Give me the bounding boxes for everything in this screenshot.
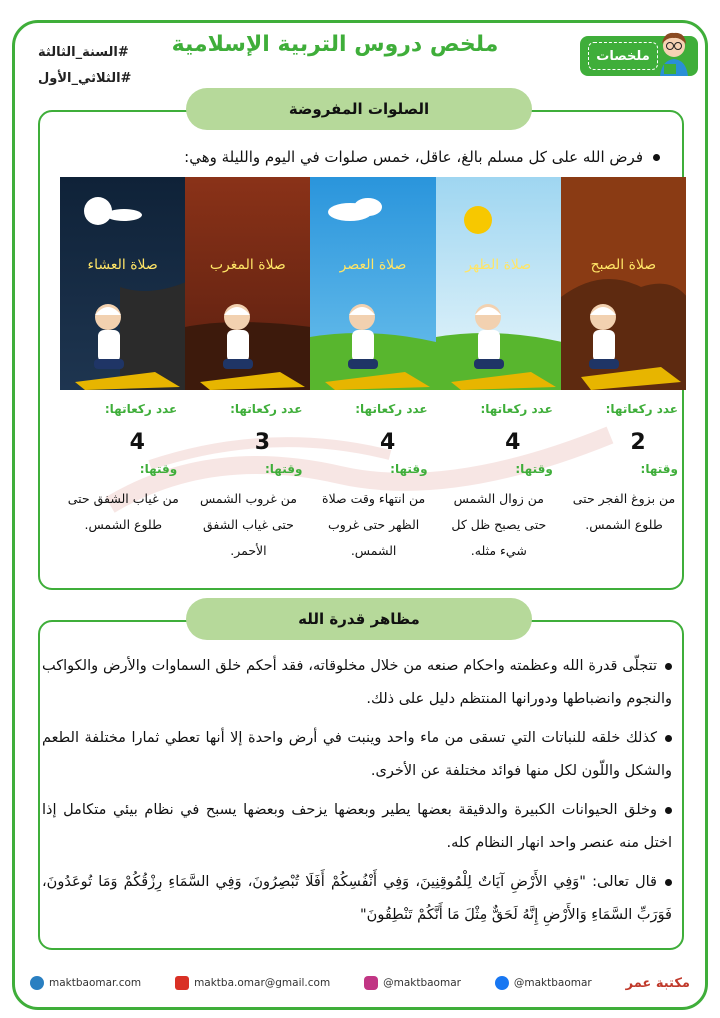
rakat-count: 3 [254,430,271,455]
tag-year: #السنة_الثالثة [38,45,129,60]
prayer-time-text: من غروب الشمس حتى غياب الشفق الأحمر. [199,491,297,558]
prayers-intro-text: فرض الله على كل مسلم بالغ، عاقل، خمس صلوات في اليوم والليلة وهي: [184,148,643,166]
student-avatar-icon [654,28,694,78]
bullet [665,735,672,742]
footer-website[interactable] [30,976,141,990]
footer [30,968,690,998]
website-text: maktbaomar.com [49,977,142,989]
prayer-info-fajr [561,402,686,582]
facebook-icon [495,976,509,990]
dhuhr-scene-icon [436,177,561,390]
power-text-1: تتجلّى قدرة الله وعظمته واحكام صنعه من خلال مخلوقاته، فقد أحكم خلق السماوات والأرض والكواكب والنجوم وانضباطها ودورانها المنتظم دليل على ذلك. [42,658,672,707]
bullet [665,663,672,670]
prayers-intro [184,148,660,166]
time-label: وقتها: [640,462,678,476]
maghrib-scene-icon [185,177,310,390]
prayer-time-text: من غياب الشفق حتى طلوع الشمس. [67,491,179,532]
rakat-label: عدد ركعاتها: [230,402,303,416]
prayer-info-isha [60,402,185,582]
rakat-count: 2 [630,430,646,455]
fajr-scene-icon [561,177,686,390]
power-paragraph-2 [42,722,672,788]
power-text-4: قال تعالى: "وَفِي الأَرْضِ آيَاتٌ لِلْمُوقِنِينَ، وَفِي أَنْفُسِكُمْ أَفَلَا تُبْصِرُونَ، وَفِي السَّمَاءِ رِزْقُكُمْ وَمَا تُوعَدُونَ، فَوَرَبِّ السَّمَاءِ وَالأَرْضِ إِنَّهُ لَحَقٌّ مِثْلَ مَا أَنَّكُمْ تَنْطِقُونَ" [42,874,672,923]
prayer-time-text: من انتهاء وقت صلاة الظهر حتى غروب الشمس. [322,491,426,558]
prayer-title-dhuhr: صلاة الظهر [465,257,532,273]
power-text-3: وخلق الحيوانات الكبيرة والدقيقة بعضها يطير وبعضها يزحف وبعضها يسبح في نظام بيئي متكامل إذا اختل منه عنصر واحد انهار النظام كله. [42,802,672,851]
prayer-time-text: من بزوغ الفجر حتى طلوع الشمس. [572,491,676,532]
rakat-label: عدد ركعاتها: [104,402,178,416]
gmail-icon [175,976,189,990]
globe-icon [30,976,44,990]
instagram-icon [364,976,378,990]
power-text-2: كذلك خلقه للنباتات التي تسقى من ماء واحد وينبت في أرض واحدة إلا أنها تعطي ثمارا مختلفة الطعم والشكل واللّون لكل منها فوائد مختلفة عن الأخرى. [42,730,672,779]
footer-facebook[interactable] [495,976,592,990]
power-paragraph-3 [42,794,672,860]
power-paragraph-1 [42,650,672,716]
facebook-text: @maktbaomar [513,977,592,989]
bullet [665,879,672,886]
rakat-label: عدد ركعاتها: [480,402,553,416]
rakat-count: 4 [379,430,396,455]
time-label: وقتها: [515,462,553,476]
tag-term: #الثلاثي_الأول [38,71,132,86]
prayers-illustration-strip [60,177,686,390]
rakat-label: عدد ركعاتها: [605,402,678,416]
prayer-info-maghrib [185,402,310,582]
asr-scene-icon [310,177,435,390]
prayer-info-asr [310,402,435,582]
notes-tab [580,36,698,76]
time-label: وقتها: [139,462,178,476]
prayer-time-text: من زوال الشمس حتى يصبح ظل كل شيء مثله. [451,491,547,558]
prayer-title-asr: صلاة العصر [339,257,407,273]
prayer-title-fajr: صلاة الصبح [590,257,657,273]
rakat-count: 4 [505,430,521,455]
time-label: وقتها: [264,462,303,476]
prayers-info-grid [60,402,686,582]
isha-scene-icon [60,177,185,390]
footer-email[interactable] [175,976,330,990]
prayer-title-isha: صلاة العشاء [87,257,158,273]
power-paragraph-4 [42,866,672,932]
prayer-panel-fajr [561,177,686,390]
prayer-panel-isha [60,177,185,390]
rakat-count: 4 [129,430,145,455]
section-power-title: مظاهر قدرة الله [186,598,532,640]
footer-instagram[interactable] [364,976,461,990]
instagram-text: @maktbaomar [383,977,461,989]
header [0,0,720,90]
bullet [653,154,660,161]
prayer-panel-asr [310,177,435,390]
prayer-panel-maghrib [185,177,310,390]
time-label: وقتها: [390,462,428,476]
page-title: ملخص دروس التربية الإسلامية [171,32,499,57]
rakat-label: عدد ركعاتها: [355,402,428,416]
prayer-title-maghrib: صلاة المغرب [209,257,286,273]
hashtags [38,40,158,92]
prayer-info-dhuhr [436,402,561,582]
prayer-panel-dhuhr [436,177,561,390]
notes-tab-label: ملخصات [588,42,658,70]
section-prayers-title: الصلوات المفروضة [186,88,532,130]
bullet [665,807,672,814]
footer-logo: مكتبة عمر [625,975,690,991]
email-text: maktba.omar@gmail.com [194,977,331,989]
